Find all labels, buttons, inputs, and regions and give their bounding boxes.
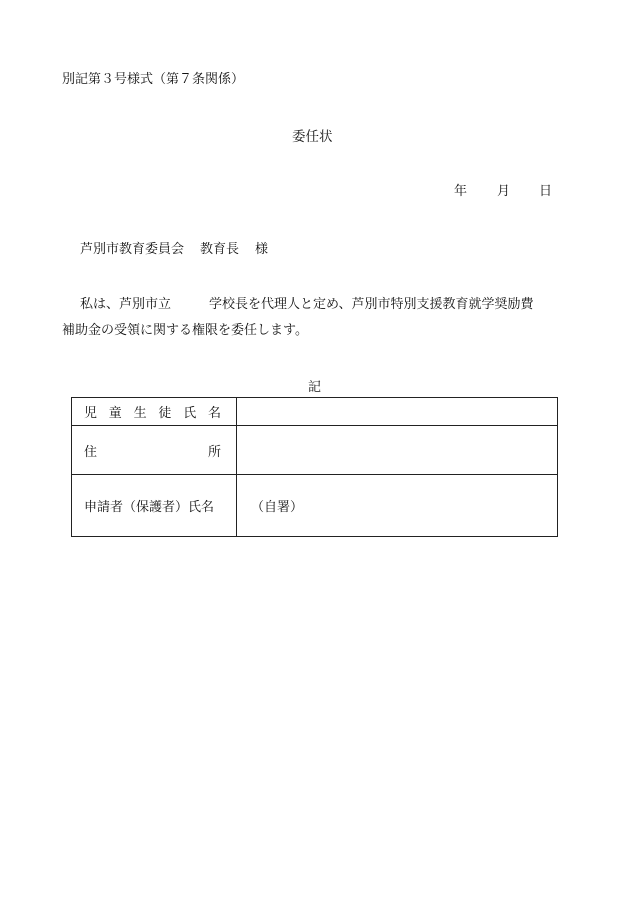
table-row-address (72, 426, 558, 475)
body-text-part2: 学校長を代理人と定め、芦別市特別支援教育就学奨励費 (209, 297, 534, 312)
student-name-field[interactable] (237, 398, 558, 426)
label-char: 所 (207, 444, 221, 460)
label-char: 生 (133, 406, 147, 421)
address-field[interactable] (237, 426, 558, 475)
body-text-line2: 補助金の受領に関する権限を委任します。 (62, 323, 308, 338)
date-month-label: 月 (497, 184, 511, 199)
applicant-signature-field[interactable]: （自署） (237, 475, 558, 537)
label-char: 名 (207, 406, 221, 421)
document-title: 委任状 (292, 129, 333, 145)
form-number: 別記第３号様式（第７条関係） (62, 72, 245, 87)
addressee-honorific: 様 (255, 242, 269, 257)
addressee-organization: 芦別市教育委員会 (80, 242, 185, 257)
addressee-position: 教育長 (200, 242, 240, 257)
address-label (72, 426, 237, 475)
label-char: 童 (108, 406, 122, 421)
body-text-line1 (80, 293, 534, 312)
label-char: 児 (84, 406, 98, 421)
addressee (80, 238, 268, 257)
info-table (71, 397, 558, 537)
applicant-name-label: 申請者（保護者）氏名 (72, 475, 237, 537)
label-char: 徒 (158, 406, 172, 421)
label-char: 住 (84, 444, 98, 460)
date-day-label: 日 (539, 184, 553, 199)
note-heading: 記 (308, 380, 322, 395)
date-year-label: 年 (454, 184, 468, 199)
label-char: 氏 (183, 406, 197, 421)
body-text-part1: 私は、芦別市立 (80, 297, 172, 312)
student-name-label (72, 398, 237, 426)
table-row-applicant (72, 475, 558, 537)
table-row-student-name (72, 398, 558, 426)
